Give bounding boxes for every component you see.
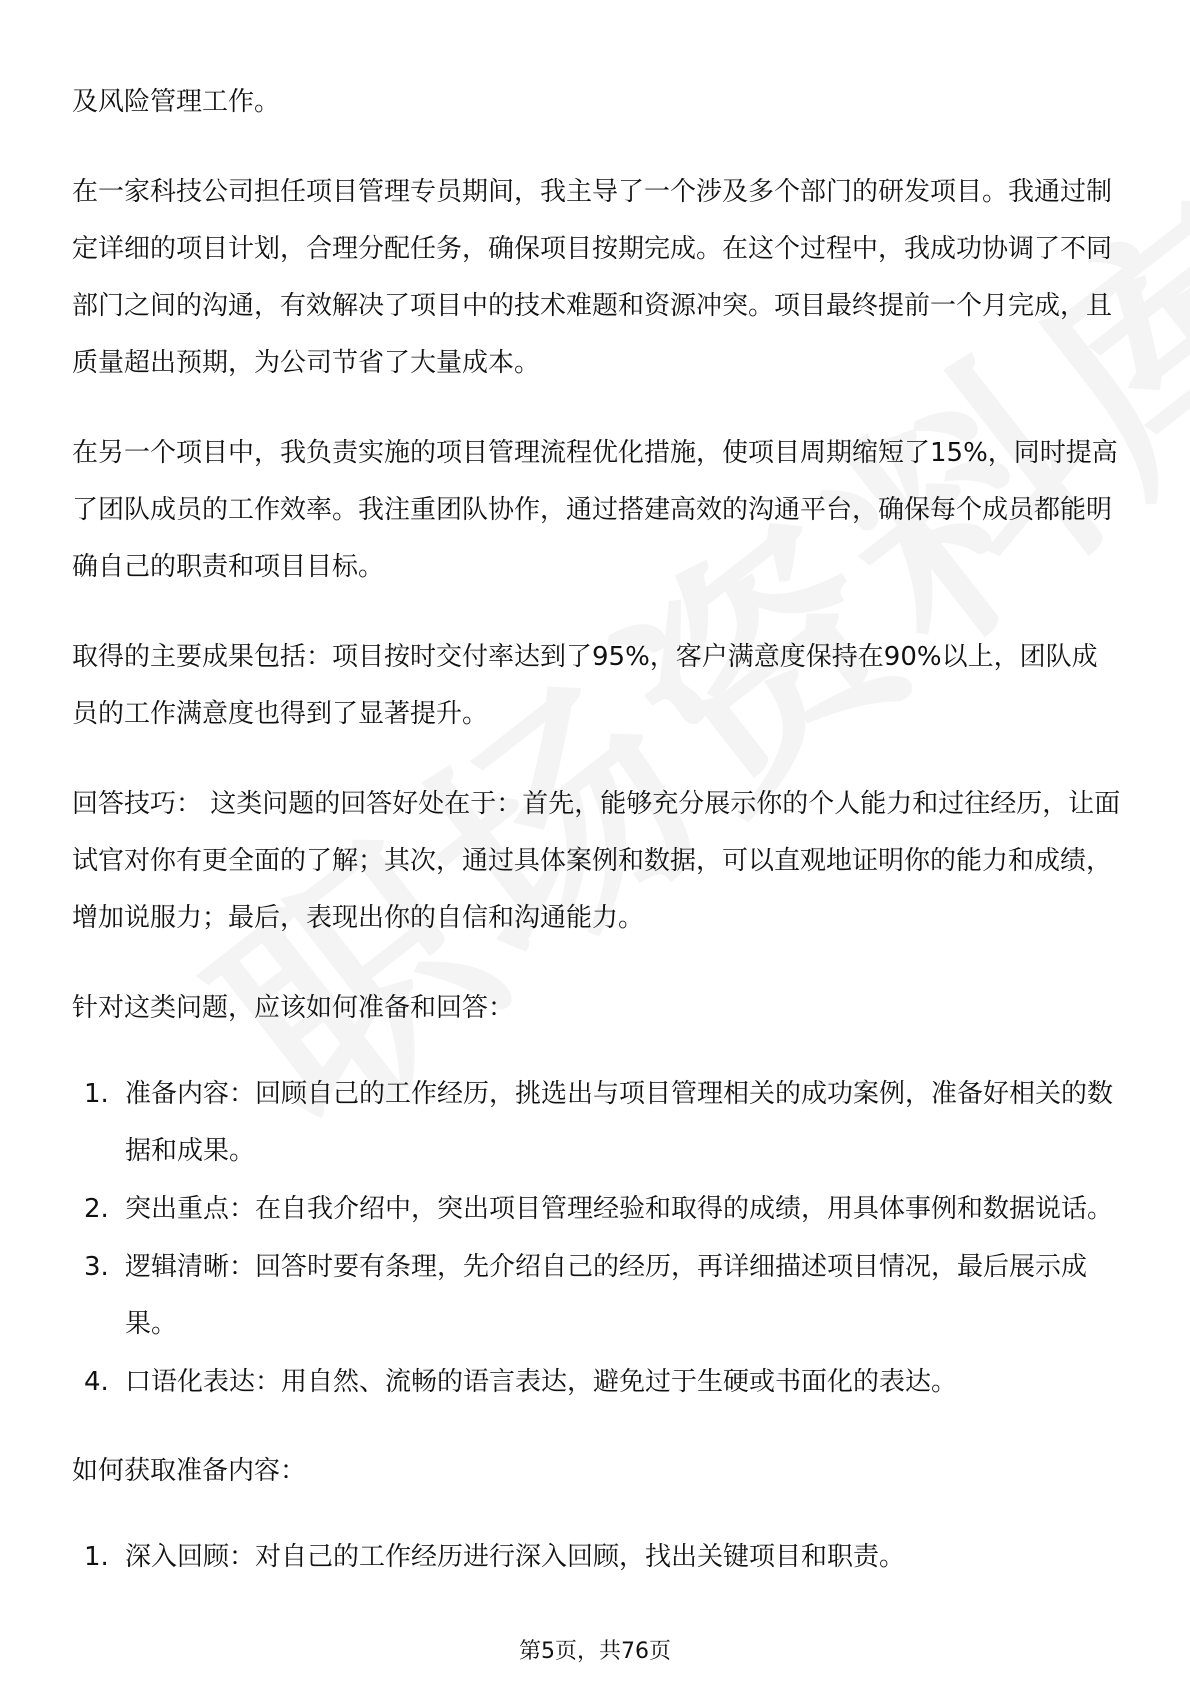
list-text: 突出重点：在自我介绍中，突出项目管理经验和取得的成绩，用具体事例和数据说话。 — [125, 1194, 1114, 1224]
paragraph-2: 在一家科技公司担任项目管理专员期间，我主导了一个涉及多个部门的研发项目。我通过制定详细的项目计划，合理分配任务，确保项目按期完成。在这个过程中，我成功协调了不同部门之间的沟通，有效解决了项目中的技术难题和资源冲突。项目最终提前一个月完成，且质量超出预期，为公司节省了大量成本。 — [72, 177, 1113, 378]
list-item — [72, 1239, 1122, 1353]
paragraph-1: 及风险管理工作。 — [72, 87, 281, 117]
list-item — [72, 1529, 1122, 1586]
list-text: 准备内容：回顾自己的工作经历，挑选出与项目管理相关的成功案例，准备好相关的数据和成果。 — [125, 1079, 1114, 1166]
page-number: 第5页，共76页 — [519, 1639, 671, 1664]
list-text: 逻辑清晰：回答时要有条理，先介绍自己的经历，再详细描述项目情况，最后展示成果。 — [125, 1252, 1088, 1339]
list-text: 深入回顾：对自己的工作经历进行深入回顾，找出关键项目和职责。 — [125, 1542, 906, 1572]
paragraph-3: 在另一个项目中，我负责实施的项目管理流程优化措施，使项目周期缩短了15%，同时提高了团队成员的工作效率。我注重团队协作，通过搭建高效的沟通平台，确保每个成员都能明确自己的职责和项目目标。 — [72, 438, 1118, 582]
sources-list — [72, 1529, 1122, 1586]
preparation-list — [72, 1066, 1122, 1411]
document-body — [72, 74, 1122, 1618]
paragraph-6: 针对这类问题，应该如何准备和回答： — [72, 993, 515, 1023]
list-number: 4. — [84, 1367, 109, 1397]
list-number: 1. — [84, 1542, 109, 1572]
list-number: 2. — [84, 1194, 109, 1224]
paragraph-5: 回答技巧： 这类问题的回答好处在于：首先，能够充分展示你的个人能力和过往经历，让面试官对你有更全面的了解；其次，通过具体案例和数据，可以直观地证明你的能力和成绩，增加说服力；最后，表现出你的自信和沟通能力。 — [72, 789, 1121, 933]
list-item — [72, 1066, 1122, 1180]
list-item — [72, 1354, 1122, 1411]
list-text: 口语化表达：用自然、流畅的语言表达，避免过于生硬或书面化的表达。 — [125, 1367, 958, 1397]
page-footer — [0, 1634, 1190, 1665]
section-heading: 如何获取准备内容： — [72, 1456, 307, 1486]
list-item — [72, 1181, 1122, 1238]
list-number: 3. — [84, 1252, 109, 1282]
paragraph-4: 取得的主要成果包括：项目按时交付率达到了95%，客户满意度保持在90%以上，团队成员的工作满意度也得到了显著提升。 — [72, 642, 1098, 729]
list-number: 1. — [84, 1079, 109, 1109]
